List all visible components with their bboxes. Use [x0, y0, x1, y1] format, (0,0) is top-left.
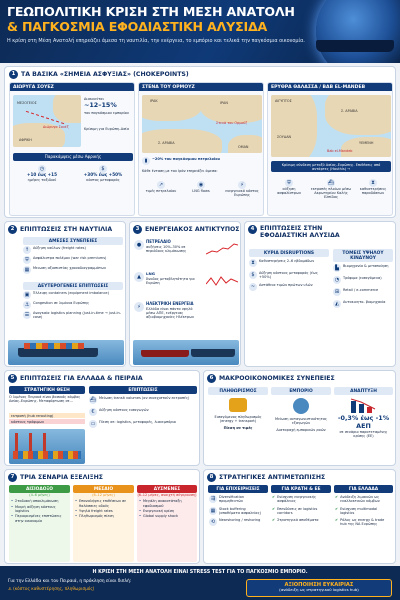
sector-item: Retail / e-commerce — [343, 288, 379, 292]
greece-effect: Πίεση σε: logistics, μεταφορές, λιανεμπόριο — [99, 420, 176, 424]
checkmark-icon: ✔ — [335, 495, 339, 500]
hormuz-stat-row — [142, 157, 262, 165]
checkmark-icon: ✔ — [272, 506, 276, 511]
container-ship-illustration — [8, 340, 124, 365]
section-number: 4 — [248, 225, 257, 234]
strategy-item: Diversification προμηθευτών — [219, 495, 245, 504]
section-title: ΕΠΙΠΤΩΣΕΙΣ ΓΙΑ ΕΛΛΑΔΑ & ΠΕΙΡΑΙΑ — [20, 374, 143, 382]
section-chokepoints — [4, 66, 396, 218]
scenario-items — [137, 497, 197, 521]
oil-barrel-icon: ▮ — [142, 157, 150, 165]
map-label: Bab el-Mandeb — [327, 149, 353, 153]
strategic-item: κόστους τρόφιμων — [9, 419, 85, 424]
sector-item: Βιομηχανία & μεταποίηση — [343, 264, 389, 268]
section-number: 7 — [8, 473, 17, 482]
tanker-illustration — [133, 340, 239, 365]
strategy-business — [208, 485, 268, 528]
stock-icon: ▦ — [210, 507, 216, 514]
lightning-icon: ⚡ — [134, 302, 144, 312]
container-icon: ▣ — [24, 292, 30, 298]
map-label: Διώρυγα Σουέζ — [43, 125, 69, 129]
strategy-item: Nearshoring / reshoring — [219, 517, 261, 522]
car-icon: ◭ — [333, 300, 341, 308]
suez-kpi-days — [13, 165, 71, 182]
trade-text: Μείωση ανταγωνιστικότητας εξαγωγών — [275, 417, 327, 426]
planning-icon: ☰ — [24, 312, 30, 318]
map-label: ΜΕΣΟΓΕΙΟΣ — [17, 101, 37, 105]
growth-text: σε σενάριο παρατεταμένης κρίσης (ΕΕ) — [339, 430, 388, 439]
scenario-optimistic — [9, 485, 70, 562]
strategy-header: ΓΙΑ ΕΛΛΑΔΑ — [334, 485, 393, 493]
lng-text: Άνοδος μεταβλητότητα για Ευρώπη — [146, 276, 195, 285]
redsea-item: καθυστερήσεις παραδόσεων — [359, 187, 387, 196]
electricity-header: ΗΛΕΚΤΡΙΚΗ ΕΝΕΡΓΕΙΑ — [146, 301, 194, 306]
coins-icon — [229, 398, 247, 412]
freight-icon: ↑ — [24, 247, 30, 253]
scenario-items — [73, 497, 134, 521]
direct-effects-list — [23, 246, 123, 274]
section-number: 1 — [9, 70, 18, 79]
greece-effects-header: ΕΠΙΠΤΩΣΕΙΣ — [89, 386, 197, 394]
greece-effect: Αύξηση κόστους εισαγωγών — [99, 408, 149, 412]
food-icon: ◔ — [334, 277, 340, 283]
title-line-1: ΓΕΩΠΟΛΙΤΙΚΗ ΚΡΙΣΗ ΣΤΗ ΜΕΣΗ ΑΝΑΤΟΛΗ — [7, 4, 295, 19]
redsea-note: Κρίσιμη σύνδεση μεταξύ Ασίας–Ευρώπης. Επιθέσεις από αντάρτες (Houthis) → — [271, 161, 391, 172]
section-title: ΕΝΕΡΓΕΙΑΚΟΣ ΑΝΤΙΚΤΥΠΟΣ — [145, 225, 240, 233]
redsea-items — [271, 179, 391, 200]
hormuz-items — [142, 181, 262, 197]
hourglass-icon: ⧗ — [249, 259, 257, 267]
oil-block — [134, 240, 238, 253]
redsea-title: ΕΡΥΘΡΑ ΘΑΛΑΣΣΑ / BAB EL-MANDEB — [268, 83, 392, 91]
kpi-label: κόστος μεταφοράς — [86, 177, 120, 182]
growth-value: -0,3% έως -1% ΑΕΠ — [337, 414, 390, 430]
strategic-item: εκτροπή (hub rerouting) — [9, 413, 85, 418]
section-greece-piraeus — [4, 370, 200, 466]
scenario-adverse — [137, 485, 197, 562]
strategy-states — [271, 485, 331, 524]
kpi-label: ημέρες ταξιδιού — [27, 177, 57, 182]
section-number: 6 — [207, 374, 216, 383]
direct-item: Αύξηση ναύλων (freight rates) — [33, 246, 86, 250]
calendar-icon: ▦ — [24, 267, 30, 273]
section-number: 8 — [207, 473, 216, 482]
hormuz-title: ΣΤΕΝΑ ΤΟΥ ΟΡΜΟΥΖ — [139, 83, 263, 91]
strategy-item: Ενίσχυση multimodal logistics — [340, 506, 378, 515]
secondary-item: Congestion σε λιμάνια Ευρώπης — [33, 301, 90, 305]
checkmark-icon: ✔ — [272, 495, 276, 500]
scenario-header: ΔΥΣΜΕΝΕΣ — [137, 485, 197, 493]
disruptions-header: ΚΥΡΙΑ DISRUPTIONS — [249, 249, 329, 257]
section-title: ΤΡΙΑ ΣΕΝΑΡΙΑ ΕΞΕΛΙΞΗΣ — [20, 473, 103, 481]
scenario-duration: (6–12 μήνες, ανοιχτή σύγκρουση) — [137, 493, 197, 498]
map-label: ΟΜΑΝ — [238, 145, 249, 149]
map-label: ΣΟΥΔΑΝ — [277, 135, 292, 139]
factory-icon: ▙ — [333, 264, 341, 272]
disruption-item: Καθυστερήσεις 2–6 εβδομάδων — [259, 259, 315, 263]
strategic-position-text: Ο λιμένας Πειραιά είναι βασικός κόμβος Ασίας–Ευρώπης. Μεταφόρτωση σε... — [9, 395, 81, 404]
hormuz-note: Κάθε ένταση με τον Ιράν επηρεάζει άμεσα: — [142, 169, 218, 173]
shield-icon: ⛨ — [285, 179, 293, 187]
strategic-position-header: ΣΤΡΑΤΗΓΙΚΗ ΘΕΣΗ — [9, 386, 85, 394]
hormuz-item: ενεργειακό κόστος Ευρώπης — [225, 189, 259, 198]
opportunity-callout — [246, 579, 392, 597]
oil-header: ΠΕΤΡΕΛΑΙΟ — [146, 239, 171, 244]
direct-item: Μειωση αξιοπιστίας χρονοδιαγραμμάτων — [33, 266, 106, 270]
map-label: ΙΡΑΝ — [220, 101, 228, 105]
globe-trade-icon — [293, 398, 309, 414]
redsea-item: αύξηση ασφαλίστρων — [277, 187, 301, 196]
scenario-item: • Περιορισμένες επιπτώσεις στην οικονομία — [11, 514, 68, 522]
hormuz-card — [138, 82, 264, 216]
sector-item: Τρόφιμα (εισαγόμενα) — [343, 276, 382, 280]
volatility-icon: ~ — [250, 284, 256, 291]
port-icon: ⚓ — [24, 302, 30, 308]
section-shipping — [4, 221, 126, 367]
trade-sub: Διαταραχή εμπορικών ροών — [276, 427, 326, 432]
euro-icon: € — [89, 408, 97, 416]
scenario-item: • Πληθωρισμός πίεση — [75, 514, 132, 518]
lng-tank-icon: ◉ — [198, 182, 204, 188]
secondary-item: Αναγκαία logistics planning (just-in-time → just-in-case) — [33, 311, 121, 320]
diversify-icon: ⇶ — [210, 496, 216, 503]
price-chart-icon: ↗ — [158, 182, 164, 188]
footer-headline: Η ΚΡΙΣΗ ΣΤΗ ΜΕΣΗ ΑΝΑΤΟΛΗ ΕΙΝΑΙ STRESS TEST ΓΙΑ ΤΟ ΠΑΓΚΟΣΜΙΟ ΕΜΠΟΡΙΟ. — [92, 570, 308, 575]
cost-up-icon: $ — [249, 271, 257, 279]
footer-line-3: ⚓ (κόστος καθυστέρησης, πληθωρισμός) — [8, 586, 95, 591]
suez-kpi-cost — [74, 165, 132, 182]
section-scenarios — [4, 469, 200, 564]
suez-map — [13, 95, 81, 147]
map-label: ΑΙΓΥΠΤΟΣ — [275, 99, 292, 103]
oil-text: αυξήσεις 10%–30% σε περιόδους κλιμάκωσης — [146, 244, 187, 253]
energy-bolt-icon: ⚡ — [238, 181, 246, 189]
flame-icon: ▲ — [134, 272, 144, 282]
globe-illustration — [316, 0, 400, 63]
cart-icon: ⊞ — [334, 289, 340, 295]
disruption-item: Αστάθεια τιμών πρώτων υλών — [259, 283, 313, 288]
shield-icon: ⛨ — [23, 256, 31, 264]
high-risk-sectors-list — [333, 264, 393, 308]
section-number: 2 — [8, 225, 17, 234]
strategy-item: Ενίσχυση ενεργειακής ασφάλειας — [277, 495, 317, 504]
section-title: ΣΤΡΑΤΗΓΙΚΕΣ ΑΝΤΙΜΕΤΩΠΙΣΗΣ — [219, 473, 326, 481]
map-label: ΙΡΑΚ — [150, 99, 158, 103]
secondary-effects-header: ΔΕΥΤΕΡΟΓΕΝΕΙΣ ΕΠΙΠΤΩΣΕΙΣ — [23, 282, 123, 290]
scenario-header: ΜΕΣΑΙΟ — [73, 485, 134, 493]
map-label: ΥΕΜΕΝΗ — [359, 141, 374, 145]
strategy-greece — [334, 485, 393, 528]
inflation-sub: Πίεση σε τιμές — [223, 425, 253, 430]
hourglass-icon: ⧗ — [369, 179, 377, 187]
truck-icon: ▭ — [90, 421, 96, 427]
inflation-column — [208, 387, 268, 430]
hormuz-item: τιμές πετρελαίου — [145, 189, 177, 193]
suez-stat: ~12–15% — [84, 101, 117, 109]
scenario-item: • Υψηλά freight rates — [75, 509, 132, 513]
scenario-item: • Global supply shock — [139, 514, 195, 518]
inflation-text: Εισαγόμενος πληθωρισμός (energy + transport) — [214, 415, 262, 424]
lng-trend-chart-icon — [206, 274, 238, 288]
electricity-block — [134, 302, 238, 319]
lng-block — [134, 272, 238, 285]
callout-title: ΑΞΙΟΠΟΙΗΣΗ ΕΥΚΑΙΡΙΑΣ — [284, 582, 354, 588]
growth-column — [334, 387, 393, 439]
scenario-item: • Μικρή αύξηση κόστους logistics — [11, 505, 68, 513]
map-label: Στενά του Ορμούζ — [216, 121, 248, 125]
hormuz-item: LNG flows — [192, 189, 210, 193]
kpi-value: +10 έως +15 — [26, 172, 58, 177]
ship-icon: ⛴ — [327, 180, 335, 186]
strategy-item: Ανάδειξη λιμανιών ως εναλλακτικών κόμβων — [340, 495, 380, 504]
reshoring-icon: ⟲ — [210, 518, 216, 525]
oil-drop-icon: ● — [134, 240, 144, 250]
section-title: ΕΠΙΠΤΩΣΕΙΣ ΣΤΗ ΝΑΥΤΙΛΙΑ — [20, 225, 113, 233]
map-label: Σ. ΑΡΑΒΙΑ — [158, 141, 175, 145]
trade-header: ΕΜΠΟΡΙΟ — [271, 387, 331, 395]
map-label: Σ. ΑΡΑΒΙΑ — [341, 109, 358, 113]
money-icon: $ — [99, 165, 107, 173]
section-number: 5 — [8, 374, 17, 383]
header-banner — [0, 0, 400, 63]
section-energy — [129, 221, 241, 367]
ship-illustration — [316, 40, 394, 52]
sector-item: Αυτοκινητο- βιομηχανία — [343, 300, 386, 304]
port-cranes-illustration — [9, 429, 85, 464]
suez-note-bottom: του παγκόσμιου εμπορίου — [84, 111, 129, 115]
checkmark-icon: ✔ — [335, 506, 339, 511]
checkmark-icon: ✔ — [272, 517, 276, 522]
ship-down-icon: ⛴ — [89, 397, 97, 403]
greece-effects-list — [89, 396, 197, 428]
scenario-item: • Μεγάλη ανακατάταξη εφοδιασμού — [139, 499, 195, 507]
strategy-header: ΓΙΑ ΕΠΙΧΕΙΡΗΣΕΙΣ — [208, 485, 268, 493]
greece-effect: Μείωση transit volumes (αν συνεχιστούν εκτροπές) — [99, 396, 190, 400]
scenario-header: ΑΙΣΙΟΔΟΞΟ — [9, 485, 70, 493]
checkmark-icon: ✔ — [335, 517, 339, 522]
direct-item: Ασφάλιστρα πολέμου (war risk premiums) — [33, 256, 107, 260]
suez-title: ΔΙΩΡΥΓΑ ΣΟΥΕΖ — [10, 83, 134, 91]
hormuz-stat: ~20% του παγκόσμιου πετρελαίου — [152, 157, 221, 161]
direct-effects-header: ΑΜΕΣΕΣ ΣΥΝΕΠΕΙΕΣ — [23, 237, 123, 245]
suez-note-2: Κρίσιμη για Ευρώπη–Ασία — [84, 127, 129, 131]
disruptions-list — [249, 259, 329, 291]
strategy-item: Επενδύσεις σε logistics corridors — [277, 506, 318, 515]
scenario-items — [9, 497, 70, 526]
strategy-item: Ρόλος ως energy & trade hub της ΝΑ Ευρώπης — [340, 517, 385, 527]
electricity-text: Ελλάδα είναι πάντα υψηλό μέσω ΑΠΕ, ενέργειας αξιοβιομηχανίες Ηλέκτρων — [146, 306, 194, 319]
strategy-item: Στρατηγικά αποθέματα — [277, 517, 319, 522]
high-risk-sectors-header: ΤΟΜΕΙΣ ΥΨΗΛΟΥ ΚΙΝΔΥΝΟΥ — [333, 249, 393, 262]
section-title: ΜΑΚΡΟΟΙΚΟΝΟΜΙΚΕΣ ΣΥΝΕΠΕΙΕΣ — [219, 374, 335, 382]
bar-chart-down-icon — [349, 397, 379, 413]
lng-header: LNG — [146, 271, 155, 276]
section-number: 3 — [133, 225, 142, 234]
map-label: ΑΦΡΙΚΗ — [19, 138, 32, 142]
footer-banner — [0, 566, 400, 600]
section-macroeconomic — [203, 370, 396, 466]
section-title: ΤΑ ΒΑΣΙΚΑ «ΣΗΜΕΙΑ ΑΣΦΥΞΙΑΣ» (CHOKEPOINTS) — [21, 70, 189, 78]
section-supply-chain — [244, 221, 396, 367]
scenario-duration: (4–6 μήνες) — [29, 493, 50, 498]
suez-card — [9, 82, 135, 216]
strategy-item: Stock buffering (αποθέματα ασφαλείας) — [219, 506, 262, 515]
trade-column — [271, 387, 331, 432]
suez-note-top: Διακινείται — [84, 97, 104, 101]
hormuz-map — [142, 95, 262, 153]
scenario-item: • Ενεργειακή κρίση — [139, 509, 195, 513]
growth-header: ΑΝΑΠΤΥΞΗ — [334, 387, 393, 395]
strategy-header: ΓΙΑ ΚΡΑΤΗ & ΕΕ — [271, 485, 331, 493]
section-title: ΕΠΙΠΤΩΣΕΙΣ ΣΤΗΝ ΕΦΟΔΙΑΣΤΙΚΗ ΑΛΥΣΙΔΑ — [260, 225, 340, 240]
clock-icon: ◷ — [39, 166, 45, 172]
scenario-medium — [73, 485, 134, 562]
secondary-effects-list — [23, 291, 123, 319]
footer-line-2: Για την Ελλάδα και τον Πειραιά, η πρόκληση είναι διπλή: — [8, 579, 132, 584]
suez-bar: Παρακάμψεις μέσω Αφρικής — [13, 153, 133, 161]
redsea-map — [271, 95, 391, 157]
title-line-2: & ΠΑΓΚΟΣΜΙΑ ΕΦΟΔΙΑΣΤΙΚΗ ΑΛΥΣΙΔΑ — [7, 19, 268, 34]
scenario-item: • Επαναλήψεις επιθέσεων σε θαλάσσιες οδούς — [75, 499, 132, 507]
redsea-item: εκτροπές πλοίων μέσω Ακρωτηρίου Καλής Ελπίδας — [310, 187, 352, 200]
oil-trend-chart-icon — [206, 242, 238, 256]
strategic-position-items — [9, 413, 85, 424]
scenario-duration: (6–12 μήνες) — [92, 493, 115, 498]
secondary-item: Έλλειψη containers (equipment imbalance) — [33, 291, 109, 295]
scenario-item: • Σταδιακή αποκλιμάκωση — [11, 499, 68, 503]
redsea-card — [267, 82, 393, 216]
disruption-item: Αύξηση κόστους μεταφοράς (έως +50%) — [259, 271, 318, 280]
section-strategies — [203, 469, 396, 564]
kpi-value: +30% έως +50% — [83, 172, 123, 177]
inflation-header: ΠΛΗΘΩΡΙΣΜΟΣ — [208, 387, 268, 395]
callout-sub: (ανάδειξη ως στρατηγικού logistics hub) — [279, 587, 359, 593]
header-subtitle: Η κρίση στη Μέση Ανατολή επηρεάζει άμεσα τη ναυτιλία, την ενέργεια, το εμπόριο και τελικά την παγκόσμια οικονομία. — [7, 38, 305, 44]
